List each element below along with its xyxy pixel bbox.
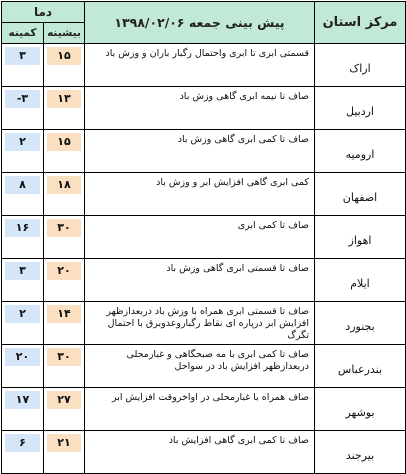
max-temp-value: ۱۸ — [47, 176, 81, 194]
max-temp-cell — [44, 302, 85, 345]
province-cell: اراک — [315, 44, 406, 87]
forecast-cell: صاف تا کمی ابری — [85, 216, 315, 259]
forecast-header: پیش بینی جمعه ۱۳۹۸/۰۲/۰۶ — [85, 2, 315, 44]
min-temp-value: ۶ — [5, 434, 40, 452]
max-temp-cell — [44, 431, 85, 474]
max-temp-value: ۱۳ — [47, 90, 81, 108]
min-temp-value: ۱۷ — [5, 391, 40, 409]
min-temp-value: ۳ — [5, 262, 40, 280]
min-temp-cell — [2, 345, 44, 388]
province-cell: بیرجند — [315, 431, 406, 474]
max-temp-cell — [44, 345, 85, 388]
min-temp-value: ۲ — [5, 305, 40, 323]
min-temp-cell — [2, 216, 44, 259]
max-temp-value: ۱۴ — [47, 305, 81, 323]
min-temp-cell — [2, 431, 44, 474]
province-cell: بجنورد — [315, 302, 406, 345]
table-row — [2, 302, 406, 345]
province-cell: اردبیل — [315, 87, 406, 130]
forecast-cell: صاف تا کمی ابری گاهی وزش باد — [85, 130, 315, 173]
forecast-cell: صاف تا کمی ابری با مه صبحگاهی و غبارمحلی دربعدازظهر افزایش باد در سواحل — [85, 345, 315, 388]
table-row — [2, 44, 406, 87]
max-temp-cell — [44, 130, 85, 173]
forecast-cell: صاف تا کمی ابری گاهی افزایش باد — [85, 431, 315, 474]
table-row — [2, 173, 406, 216]
max-temp-value: ۲۷ — [47, 391, 81, 409]
max-temp-value: ۲۱ — [47, 434, 81, 452]
forecast-cell: صاف تا قسمتی ابری گاهی وزش باد — [85, 259, 315, 302]
forecast-cell: صاف همراه با غبارمحلی در اواخروقت افزایش ابر — [85, 388, 315, 431]
province-header: مرکز استان — [315, 2, 406, 44]
min-temp-value: ۸ — [5, 176, 40, 194]
province-cell: اصفهان — [315, 173, 406, 216]
table-row — [2, 431, 406, 474]
max-temp-cell — [44, 259, 85, 302]
forecast-cell: قسمتی ابری تا ابری واحتمال رگبار باران و وزش باد — [85, 44, 315, 87]
min-temp-value: -۳ — [5, 90, 40, 108]
table-row — [2, 87, 406, 130]
table-row — [2, 216, 406, 259]
min-temp-value: ۳ — [5, 47, 40, 65]
forecast-cell: صاف تا نیمه ابری گاهی وزش باد — [85, 87, 315, 130]
max-temp-cell — [44, 173, 85, 216]
min-temp-cell — [2, 388, 44, 431]
table-row — [2, 388, 406, 431]
table-row — [2, 259, 406, 302]
temperature-header: دما — [2, 2, 85, 23]
max-temp-cell — [44, 87, 85, 130]
max-temp-cell — [44, 44, 85, 87]
max-temp-header: بیشینه — [44, 23, 85, 44]
forecast-cell: صاف تا قسمتی ابری همراه با وزش باد دربعدازظهر افزایش ابر درپاره ای نقاط رگباروعدوبرق با احتمال تگرگ — [85, 302, 315, 345]
table-row — [2, 130, 406, 173]
max-temp-value: ۱۵ — [47, 133, 81, 151]
max-temp-cell — [44, 216, 85, 259]
table-row — [2, 345, 406, 388]
province-cell: ارومیه — [315, 130, 406, 173]
max-temp-value: ۲۰ — [47, 262, 81, 280]
min-temp-value: ۲۰ — [5, 348, 40, 366]
province-cell: بندرعباس — [315, 345, 406, 388]
min-temp-cell — [2, 173, 44, 216]
min-temp-cell — [2, 130, 44, 173]
min-temp-cell — [2, 302, 44, 345]
min-temp-value: ۲ — [5, 133, 40, 151]
min-temp-cell — [2, 259, 44, 302]
forecast-cell: کمی ابری گاهی افزایش ابر و وزش باد — [85, 173, 315, 216]
min-temp-value: ۱۶ — [5, 219, 40, 237]
header-row — [2, 2, 406, 23]
weather-forecast-table — [1, 1, 406, 474]
max-temp-value: ۳۰ — [47, 348, 81, 366]
max-temp-value: ۱۵ — [47, 47, 81, 65]
province-cell: اهواز — [315, 216, 406, 259]
min-temp-cell — [2, 87, 44, 130]
min-temp-cell — [2, 44, 44, 87]
max-temp-cell — [44, 388, 85, 431]
province-cell: ایلام — [315, 259, 406, 302]
max-temp-value: ۳۰ — [47, 219, 81, 237]
min-temp-header: کمینه — [2, 23, 44, 44]
province-cell: بوشهر — [315, 388, 406, 431]
